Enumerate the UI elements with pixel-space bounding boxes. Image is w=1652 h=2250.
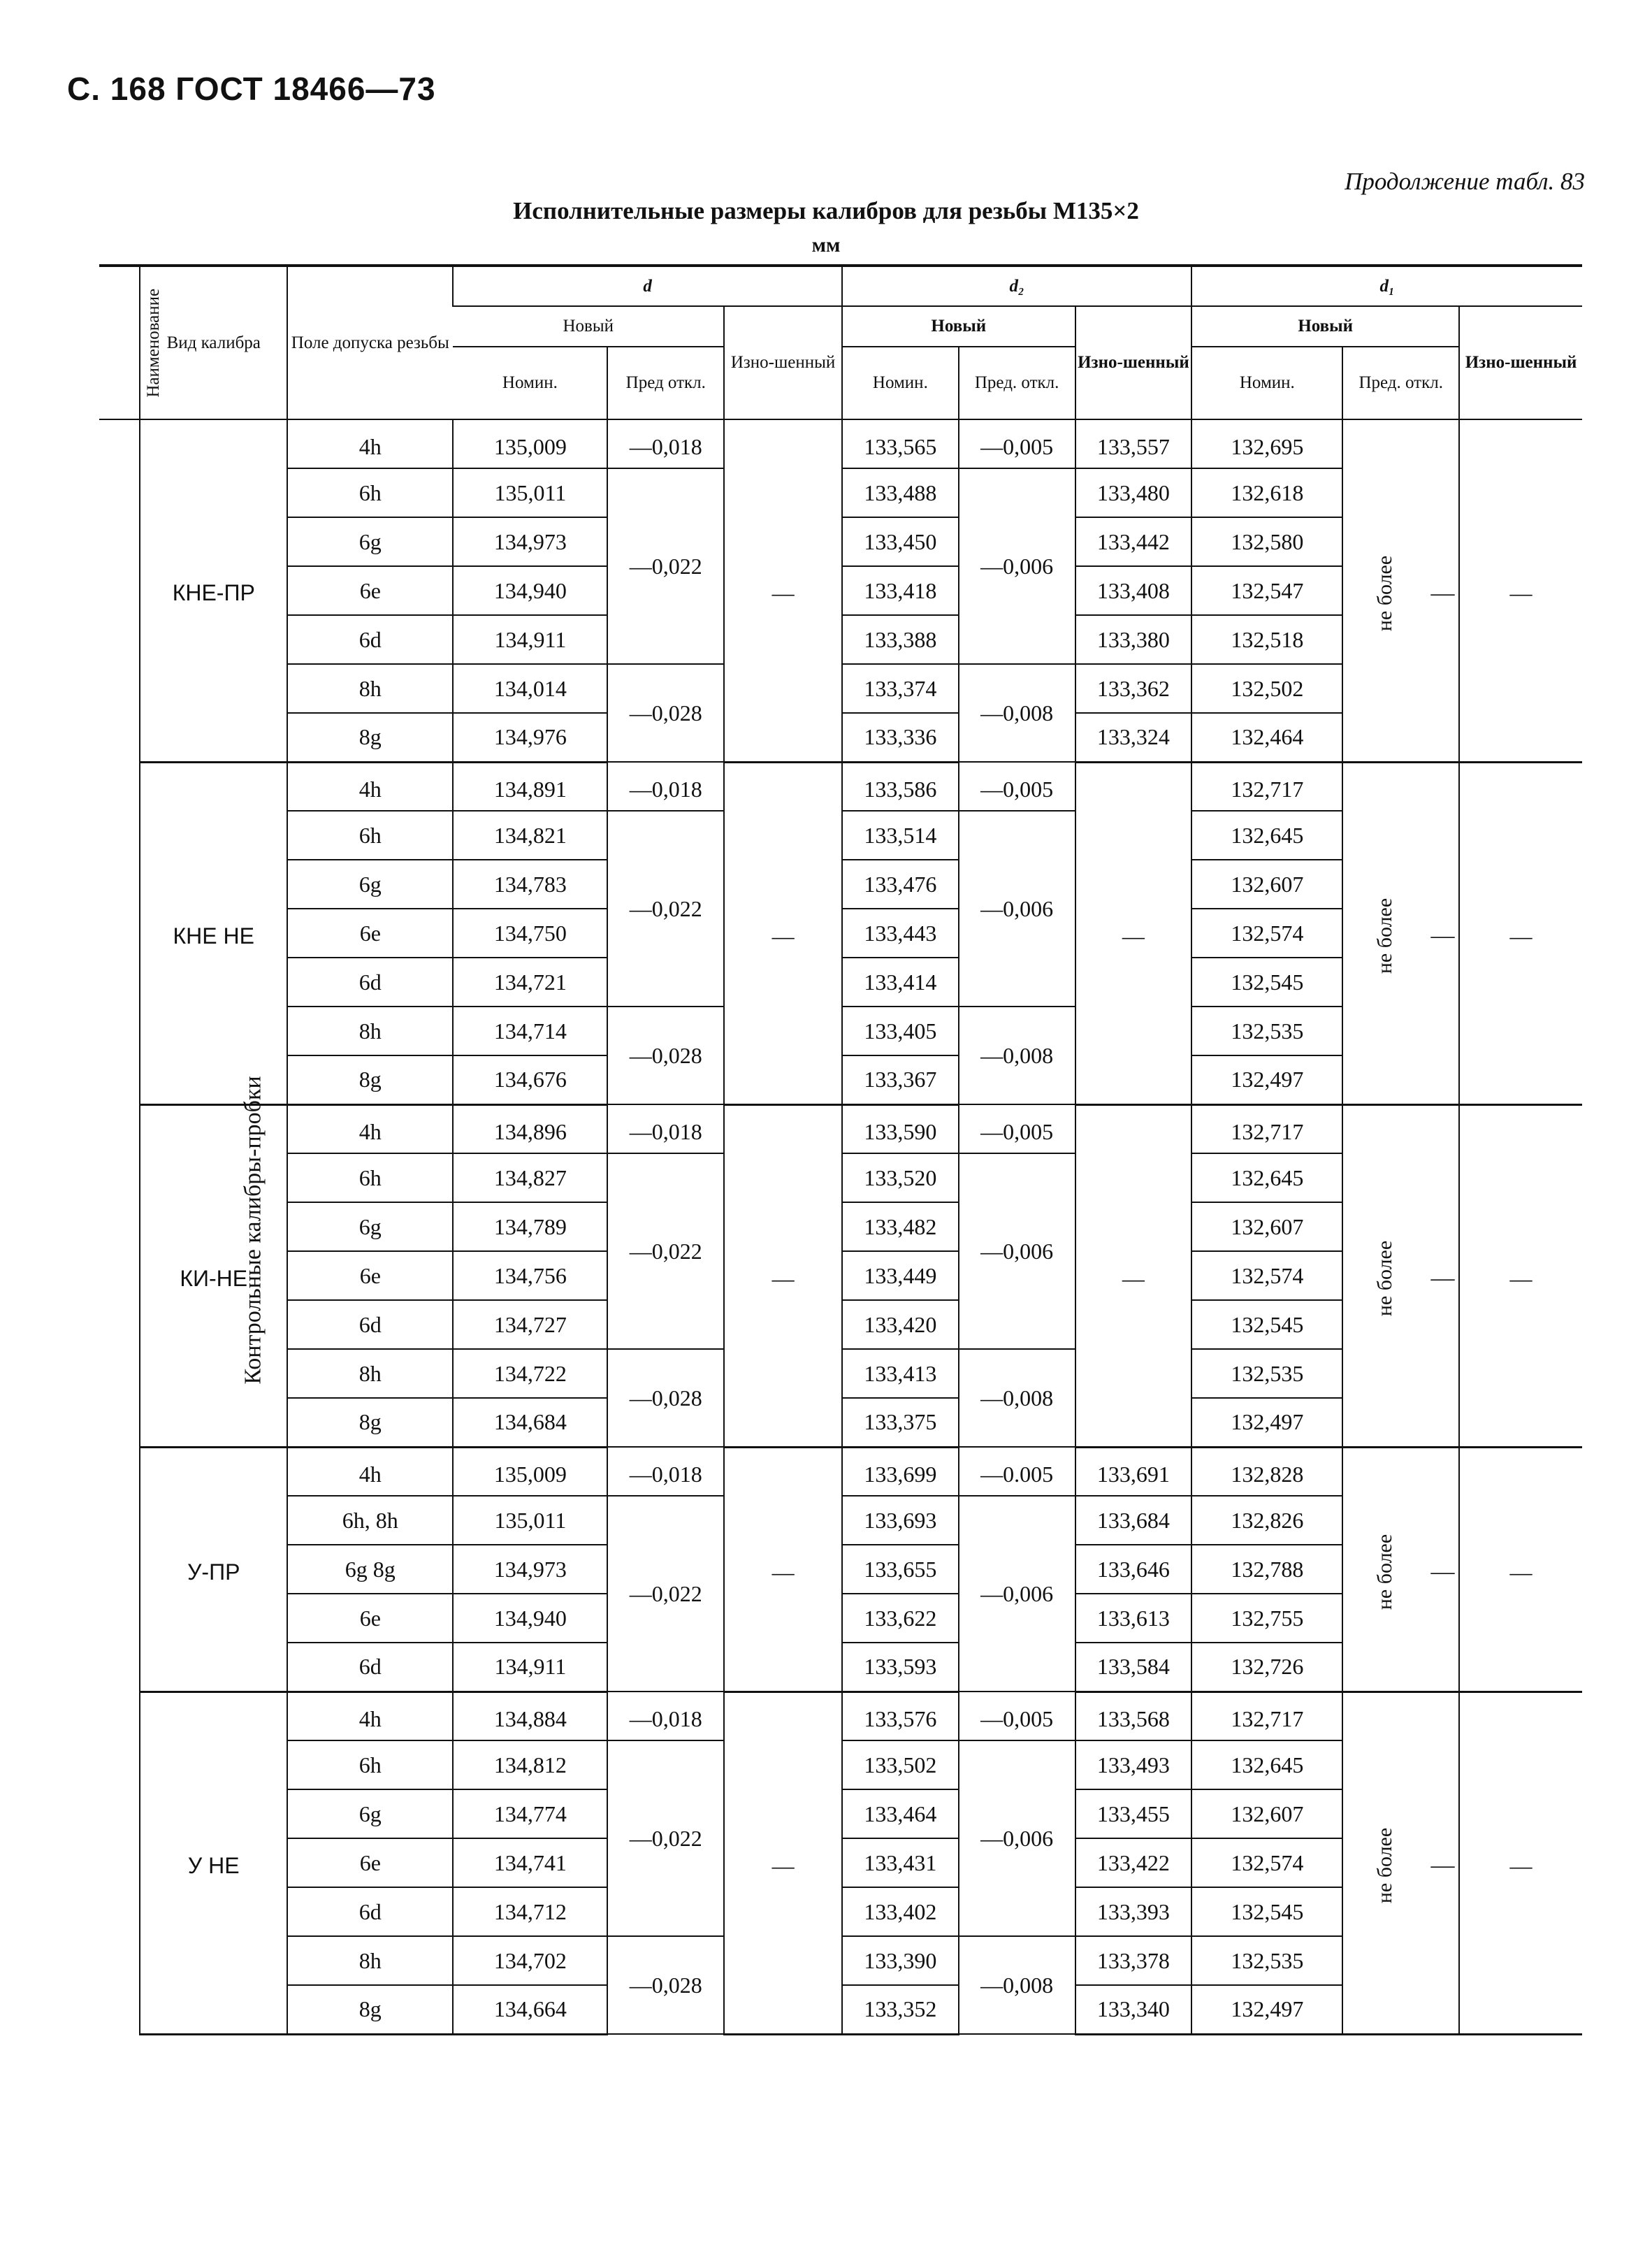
d-nominal: 134,684 <box>453 1398 607 1447</box>
tolerance-field: 6e <box>287 566 453 615</box>
d2-worn: 133,646 <box>1075 1545 1192 1594</box>
gauge-type: У НЕ <box>140 1692 287 2034</box>
tolerance-field: 6h <box>287 811 453 860</box>
d-deviation: —0,022 <box>607 811 724 1007</box>
d1-nominal: 132,717 <box>1191 762 1342 811</box>
d1-nominal: 132,535 <box>1191 1936 1342 1985</box>
gauge-type: У-ПР <box>140 1447 287 1692</box>
d2-deviation: —0,008 <box>959 1349 1075 1447</box>
d2-worn: 133,380 <box>1075 615 1192 664</box>
d-nominal: 134,884 <box>453 1692 607 1740</box>
d-nominal: 134,014 <box>453 664 607 713</box>
not-more-label: не более <box>1373 1240 1397 1317</box>
d-worn: — <box>724 1692 842 2034</box>
d2-worn: 133,613 <box>1075 1594 1192 1643</box>
d-deviation: —0,022 <box>607 1740 724 1936</box>
d2-worn: 133,691 <box>1075 1447 1192 1496</box>
d2-worn: 133,568 <box>1075 1692 1192 1740</box>
header-tolerance-field: Поле допуска резьбы <box>287 266 453 419</box>
d-nominal: 134,821 <box>453 811 607 860</box>
tolerance-field: 8h <box>287 1007 453 1055</box>
d1-nominal: 132,726 <box>1191 1643 1342 1692</box>
gauge-dimensions-table <box>99 264 1582 2035</box>
d1-nominal: 132,717 <box>1191 1104 1342 1153</box>
d1-nominal: 132,828 <box>1191 1447 1342 1496</box>
tolerance-field: 4h <box>287 762 453 811</box>
table-continuation-note: Продолжение табл. 83 <box>1345 168 1585 195</box>
d-nominal: 135,011 <box>453 1496 607 1545</box>
tolerance-field: 6h <box>287 1740 453 1789</box>
d1-worn: — <box>1459 1447 1582 1692</box>
header-d2-nominal: Номин. <box>842 347 959 419</box>
header-d2: d₂ <box>842 266 1191 306</box>
row-label: Контрольные калибры-пробки <box>240 1075 266 1385</box>
d1-nominal: 132,607 <box>1191 1202 1342 1251</box>
tolerance-field: 4h <box>287 1447 453 1496</box>
d1-nominal: 132,618 <box>1191 468 1342 517</box>
d1-nominal: 132,497 <box>1191 1985 1342 2034</box>
d1-nominal: 132,518 <box>1191 615 1342 664</box>
tolerance-field: 6e <box>287 1594 453 1643</box>
d2-worn: 133,584 <box>1075 1643 1192 1692</box>
table-row <box>99 762 1582 811</box>
d2-nominal: 133,413 <box>842 1349 959 1398</box>
d-nominal: 134,891 <box>453 762 607 811</box>
d1-deviation-dash: — <box>1430 1852 1455 1878</box>
d2-deviation: —0,005 <box>959 1104 1075 1153</box>
d-deviation: —0,018 <box>607 419 724 468</box>
d1-nominal: 132,545 <box>1191 1887 1342 1936</box>
d-nominal: 134,722 <box>453 1349 607 1398</box>
d-nominal: 134,973 <box>453 517 607 566</box>
d1-worn: — <box>1459 1692 1582 2034</box>
d2-nominal: 133,655 <box>842 1545 959 1594</box>
d1-nominal: 132,580 <box>1191 517 1342 566</box>
d1-nominal: 132,464 <box>1191 713 1342 762</box>
d-nominal: 134,664 <box>453 1985 607 2034</box>
d1-nominal: 132,717 <box>1191 1692 1342 1740</box>
d-nominal: 135,009 <box>453 419 607 468</box>
d-deviation: —0,018 <box>607 1692 724 1740</box>
header-d1-deviation: Пред. откл. <box>1342 347 1459 419</box>
tolerance-field: 6g <box>287 1789 453 1838</box>
d2-nominal: 133,502 <box>842 1740 959 1789</box>
d-nominal: 134,721 <box>453 958 607 1007</box>
d2-worn: 133,455 <box>1075 1789 1192 1838</box>
tolerance-field: 6d <box>287 1643 453 1692</box>
d2-nominal: 133,464 <box>842 1789 959 1838</box>
tolerance-field: 8g <box>287 1055 453 1104</box>
d-nominal: 134,727 <box>453 1300 607 1349</box>
d-nominal: 134,783 <box>453 860 607 909</box>
d2-nominal: 133,418 <box>842 566 959 615</box>
d2-nominal: 133,388 <box>842 615 959 664</box>
d-worn: — <box>724 1447 842 1692</box>
d-deviation: —0,028 <box>607 1007 724 1104</box>
d-nominal: 134,940 <box>453 1594 607 1643</box>
d1-nominal: 132,645 <box>1191 811 1342 860</box>
d1-nominal: 132,755 <box>1191 1594 1342 1643</box>
tolerance-field: 8g <box>287 713 453 762</box>
header-d-deviation: Пред откл. <box>607 347 724 419</box>
header-gauge-type: Вид калибра <box>140 266 287 419</box>
tolerance-field: 6e <box>287 1838 453 1887</box>
d-deviation: —0,018 <box>607 1447 724 1496</box>
d1-nominal: 132,788 <box>1191 1545 1342 1594</box>
tolerance-field: 6h <box>287 468 453 517</box>
d-nominal: 134,789 <box>453 1202 607 1251</box>
tolerance-field: 8h <box>287 1349 453 1398</box>
d1-deviation-dash: — <box>1430 1559 1455 1585</box>
d2-nominal: 133,565 <box>842 419 959 468</box>
d2-nominal: 133,514 <box>842 811 959 860</box>
d2-nominal: 133,593 <box>842 1643 959 1692</box>
tolerance-field: 6d <box>287 1300 453 1349</box>
d1-deviation <box>1342 419 1459 762</box>
tolerance-field: 8g <box>287 1985 453 2034</box>
d2-worn: — <box>1075 1104 1192 1447</box>
table-row <box>99 1692 1582 1740</box>
header-name: Наименование <box>99 266 140 419</box>
d2-deviation: —0,008 <box>959 664 1075 762</box>
d2-worn: 133,362 <box>1075 664 1192 713</box>
tolerance-field: 6e <box>287 1251 453 1300</box>
not-more-label: не более <box>1373 1534 1397 1610</box>
d2-deviation: —0,006 <box>959 468 1075 664</box>
d-deviation: —0,018 <box>607 762 724 811</box>
not-more-label: не более <box>1373 1827 1397 1904</box>
tolerance-field: 6d <box>287 958 453 1007</box>
d2-nominal: 133,450 <box>842 517 959 566</box>
tolerance-field: 6h <box>287 1153 453 1202</box>
header-d2-new: Новый <box>842 306 1075 347</box>
d1-nominal: 132,545 <box>1191 958 1342 1007</box>
d2-nominal: 133,443 <box>842 909 959 958</box>
d-deviation: —0,022 <box>607 468 724 664</box>
d2-nominal: 133,699 <box>842 1447 959 1496</box>
d1-deviation-dash: — <box>1430 923 1455 949</box>
tolerance-field: 4h <box>287 419 453 468</box>
header-d1-new: Новый <box>1191 306 1459 347</box>
d-nominal: 134,940 <box>453 566 607 615</box>
d1-nominal: 132,645 <box>1191 1153 1342 1202</box>
d2-nominal: 133,367 <box>842 1055 959 1104</box>
d2-nominal: 133,622 <box>842 1594 959 1643</box>
header-d-nominal: Номин. <box>453 347 607 419</box>
tolerance-field: 6g <box>287 517 453 566</box>
d-worn: — <box>724 762 842 1104</box>
d2-nominal: 133,693 <box>842 1496 959 1545</box>
tolerance-field: 8g <box>287 1398 453 1447</box>
d2-deviation: —0.005 <box>959 1447 1075 1496</box>
d-nominal: 134,750 <box>453 909 607 958</box>
d1-nominal: 132,574 <box>1191 909 1342 958</box>
d2-nominal: 133,402 <box>842 1887 959 1936</box>
d-nominal: 134,712 <box>453 1887 607 1936</box>
d1-nominal: 132,607 <box>1191 1789 1342 1838</box>
d2-nominal: 133,374 <box>842 664 959 713</box>
d-worn: — <box>724 419 842 762</box>
d2-deviation: —0,005 <box>959 1692 1075 1740</box>
tolerance-field: 4h <box>287 1104 453 1153</box>
d-deviation: —0,022 <box>607 1153 724 1349</box>
d1-nominal: 132,574 <box>1191 1251 1342 1300</box>
page-header: С. 168 ГОСТ 18466—73 <box>67 71 436 107</box>
d2-worn: 133,480 <box>1075 468 1192 517</box>
d1-nominal: 132,535 <box>1191 1349 1342 1398</box>
d-nominal: 134,676 <box>453 1055 607 1104</box>
d1-nominal: 132,695 <box>1191 419 1342 468</box>
d2-worn: 133,378 <box>1075 1936 1192 1985</box>
d2-worn: 133,493 <box>1075 1740 1192 1789</box>
d-nominal: 134,827 <box>453 1153 607 1202</box>
d1-nominal: 132,497 <box>1191 1055 1342 1104</box>
tolerance-field: 6g <box>287 860 453 909</box>
tolerance-field: 6h, 8h <box>287 1496 453 1545</box>
d1-deviation <box>1342 762 1459 1104</box>
tolerance-field: 4h <box>287 1692 453 1740</box>
d1-nominal: 132,574 <box>1191 1838 1342 1887</box>
tolerance-field: 6d <box>287 615 453 664</box>
d2-deviation: —0,006 <box>959 1496 1075 1692</box>
d1-worn: — <box>1459 1104 1582 1447</box>
d-nominal: 134,911 <box>453 1643 607 1692</box>
d2-worn: 133,442 <box>1075 517 1192 566</box>
d2-nominal: 133,336 <box>842 713 959 762</box>
d1-nominal: 132,607 <box>1191 860 1342 909</box>
d2-nominal: 133,449 <box>842 1251 959 1300</box>
d-deviation: —0,028 <box>607 664 724 762</box>
d-nominal: 134,741 <box>453 1838 607 1887</box>
d2-worn: 133,422 <box>1075 1838 1192 1887</box>
tolerance-field: 6g <box>287 1202 453 1251</box>
d1-nominal: 132,826 <box>1191 1496 1342 1545</box>
d-deviation: —0,022 <box>607 1496 724 1692</box>
header-d2-worn: Изно-шенный <box>1075 306 1192 419</box>
gauge-type: КНЕ-ПР <box>140 419 287 762</box>
gauge-type: КНЕ НЕ <box>140 762 287 1104</box>
d2-nominal: 133,482 <box>842 1202 959 1251</box>
table-body <box>99 419 1582 2034</box>
d-nominal: 134,896 <box>453 1104 607 1153</box>
table-row <box>99 419 1582 468</box>
d2-worn: 133,340 <box>1075 1985 1192 2034</box>
d-deviation: —0,018 <box>607 1104 724 1153</box>
d2-nominal: 133,576 <box>842 1692 959 1740</box>
d1-nominal: 132,545 <box>1191 1300 1342 1349</box>
tolerance-field: 8h <box>287 1936 453 1985</box>
d1-deviation-dash: — <box>1430 1265 1455 1291</box>
d2-worn: 133,557 <box>1075 419 1192 468</box>
d1-worn: — <box>1459 762 1582 1104</box>
d1-nominal: 132,502 <box>1191 664 1342 713</box>
d1-deviation <box>1342 1447 1459 1692</box>
d1-deviation <box>1342 1104 1459 1447</box>
not-more-label: не более <box>1373 897 1397 974</box>
header-d-new: Новый <box>453 306 724 347</box>
gauge-type: КИ-НЕ <box>140 1104 287 1447</box>
d-nominal: 134,756 <box>453 1251 607 1300</box>
tolerance-field: 6d <box>287 1887 453 1936</box>
d2-deviation: —0,006 <box>959 811 1075 1007</box>
d2-worn: 133,324 <box>1075 713 1192 762</box>
d-nominal: 135,009 <box>453 1447 607 1496</box>
d-deviation: —0,028 <box>607 1936 724 2034</box>
header-d2-deviation: Пред. откл. <box>959 347 1075 419</box>
d2-nominal: 133,375 <box>842 1398 959 1447</box>
header-d1-worn: Изно-шенный <box>1459 306 1582 419</box>
units-label: мм <box>811 233 841 257</box>
d2-nominal: 133,590 <box>842 1104 959 1153</box>
d1-nominal: 132,645 <box>1191 1740 1342 1789</box>
header-d: d <box>453 266 842 306</box>
d2-nominal: 133,476 <box>842 860 959 909</box>
d-deviation: —0,028 <box>607 1349 724 1447</box>
header-d-worn: Изно-шенный <box>724 306 842 419</box>
tolerance-field: 8h <box>287 664 453 713</box>
d1-worn: — <box>1459 419 1582 762</box>
d2-nominal: 133,520 <box>842 1153 959 1202</box>
d1-deviation <box>1342 1692 1459 2034</box>
tolerance-field: 6e <box>287 909 453 958</box>
d2-deviation: —0,006 <box>959 1153 1075 1349</box>
d2-deviation: —0,005 <box>959 762 1075 811</box>
table-row <box>99 1104 1582 1153</box>
d2-nominal: 133,420 <box>842 1300 959 1349</box>
d2-nominal: 133,431 <box>842 1838 959 1887</box>
d-nominal: 134,702 <box>453 1936 607 1985</box>
d-nominal: 134,973 <box>453 1545 607 1594</box>
d2-worn: — <box>1075 762 1192 1104</box>
table-row <box>99 1447 1582 1496</box>
d-nominal: 134,812 <box>453 1740 607 1789</box>
header-d1-nominal: Номин. <box>1191 347 1342 419</box>
d1-nominal: 132,535 <box>1191 1007 1342 1055</box>
d-nominal: 134,911 <box>453 615 607 664</box>
d2-worn: 133,408 <box>1075 566 1192 615</box>
d1-deviation-dash: — <box>1430 579 1455 606</box>
d2-deviation: —0,006 <box>959 1740 1075 1936</box>
d2-worn: 133,393 <box>1075 1887 1192 1936</box>
d1-nominal: 132,497 <box>1191 1398 1342 1447</box>
d2-nominal: 133,352 <box>842 1985 959 2034</box>
d2-nominal: 133,414 <box>842 958 959 1007</box>
d-nominal: 135,011 <box>453 468 607 517</box>
d2-nominal: 133,488 <box>842 468 959 517</box>
d-nominal: 134,714 <box>453 1007 607 1055</box>
header-d1: d₁ <box>1191 266 1582 306</box>
d2-worn: 133,684 <box>1075 1496 1192 1545</box>
tolerance-field: 6g 8g <box>287 1545 453 1594</box>
d-nominal: 134,976 <box>453 713 607 762</box>
d2-deviation: —0,005 <box>959 419 1075 468</box>
d2-nominal: 133,586 <box>842 762 959 811</box>
d-nominal: 134,774 <box>453 1789 607 1838</box>
d2-nominal: 133,405 <box>842 1007 959 1055</box>
not-more-label: не более <box>1373 555 1397 631</box>
d2-deviation: —0,008 <box>959 1936 1075 2034</box>
table-title: Исполнительные размеры калибров для резьбы М135×2 <box>513 197 1139 224</box>
d2-deviation: —0,008 <box>959 1007 1075 1104</box>
d-worn: — <box>724 1104 842 1447</box>
d2-nominal: 133,390 <box>842 1936 959 1985</box>
d1-nominal: 132,547 <box>1191 566 1342 615</box>
